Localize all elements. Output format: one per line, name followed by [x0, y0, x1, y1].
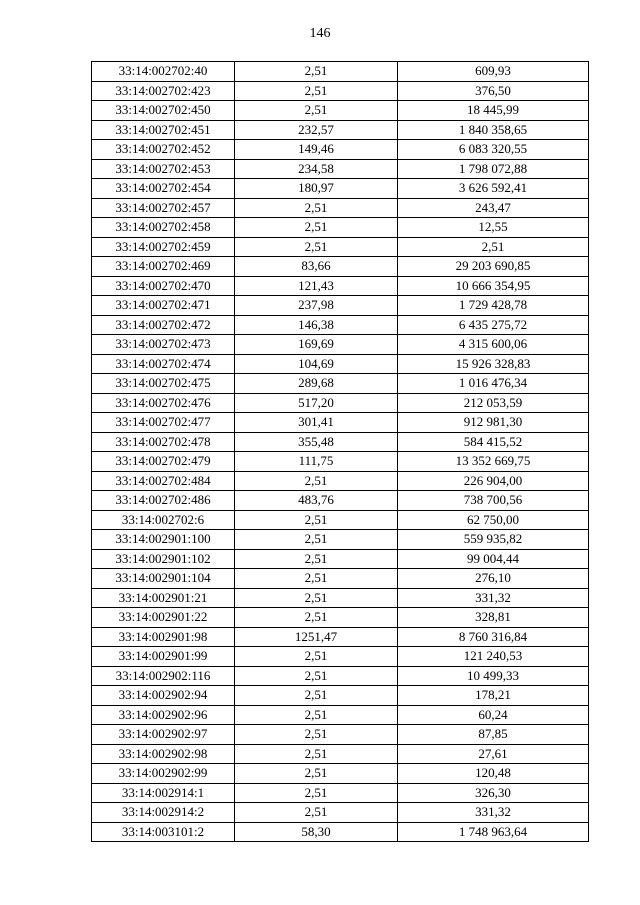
area-cell: 234,58 [235, 159, 398, 179]
cadastral-number-cell: 33:14:002702:470 [92, 276, 235, 296]
cadastral-number-cell: 33:14:002702:478 [92, 432, 235, 452]
value-cell: 29 203 690,85 [398, 257, 589, 277]
table-row [92, 257, 589, 277]
area-cell: 355,48 [235, 432, 398, 452]
value-cell: 87,85 [398, 725, 589, 745]
area-cell: 146,38 [235, 315, 398, 335]
table-row [92, 198, 589, 218]
table-row [92, 764, 589, 784]
area-cell: 104,69 [235, 354, 398, 374]
table-row [92, 803, 589, 823]
area-cell: 2,51 [235, 198, 398, 218]
area-cell: 83,66 [235, 257, 398, 277]
cadastral-number-cell: 33:14:002702:476 [92, 393, 235, 413]
value-cell: 331,32 [398, 588, 589, 608]
cadastral-number-cell: 33:14:002901:102 [92, 549, 235, 569]
table-row [92, 744, 589, 764]
cadastral-number-cell: 33:14:002702:486 [92, 491, 235, 511]
value-cell: 15 926 328,83 [398, 354, 589, 374]
area-cell: 2,51 [235, 471, 398, 491]
table-row [92, 237, 589, 257]
value-cell: 4 315 600,06 [398, 335, 589, 355]
table-row [92, 101, 589, 121]
table-body [92, 62, 589, 842]
table-row [92, 335, 589, 355]
area-cell: 517,20 [235, 393, 398, 413]
value-cell: 1 016 476,34 [398, 374, 589, 394]
value-cell: 376,50 [398, 81, 589, 101]
table-row [92, 569, 589, 589]
value-cell: 276,10 [398, 569, 589, 589]
cadastral-number-cell: 33:14:002702:474 [92, 354, 235, 374]
cadastral-number-cell: 33:14:002901:99 [92, 647, 235, 667]
value-cell: 99 004,44 [398, 549, 589, 569]
cadastral-number-cell: 33:14:002902:98 [92, 744, 235, 764]
area-cell: 232,57 [235, 120, 398, 140]
cadastral-number-cell: 33:14:002702:473 [92, 335, 235, 355]
cadastral-number-cell: 33:14:002902:94 [92, 686, 235, 706]
value-cell: 27,61 [398, 744, 589, 764]
cadastral-number-cell: 33:14:002702:458 [92, 218, 235, 238]
cadastral-number-cell: 33:14:002901:22 [92, 608, 235, 628]
value-cell: 609,93 [398, 62, 589, 82]
table-row [92, 452, 589, 472]
table-row [92, 432, 589, 452]
area-cell: 2,51 [235, 218, 398, 238]
value-cell: 121 240,53 [398, 647, 589, 667]
value-cell: 1 729 428,78 [398, 296, 589, 316]
cadastral-number-cell: 33:14:002914:1 [92, 783, 235, 803]
cadastral-number-cell: 33:14:002702:453 [92, 159, 235, 179]
area-cell: 2,51 [235, 803, 398, 823]
page-number: 146 [309, 26, 331, 41]
cadastral-number-cell: 33:14:002902:96 [92, 705, 235, 725]
table-row [92, 647, 589, 667]
value-cell: 584 415,52 [398, 432, 589, 452]
cadastral-number-cell: 33:14:002702:475 [92, 374, 235, 394]
cadastral-number-cell: 33:14:002702:454 [92, 179, 235, 199]
value-cell: 331,32 [398, 803, 589, 823]
cadastral-number-cell: 33:14:002702:479 [92, 452, 235, 472]
table-row [92, 725, 589, 745]
area-cell: 2,51 [235, 647, 398, 667]
cadastral-number-cell: 33:14:002914:2 [92, 803, 235, 823]
area-cell: 2,51 [235, 101, 398, 121]
value-cell: 226 904,00 [398, 471, 589, 491]
area-cell: 483,76 [235, 491, 398, 511]
area-cell: 2,51 [235, 81, 398, 101]
cadastral-number-cell: 33:14:002702:471 [92, 296, 235, 316]
value-cell: 60,24 [398, 705, 589, 725]
value-cell: 243,47 [398, 198, 589, 218]
table-row [92, 81, 589, 101]
value-cell: 62 750,00 [398, 510, 589, 530]
table-row [92, 393, 589, 413]
area-cell: 2,51 [235, 608, 398, 628]
table-row [92, 296, 589, 316]
area-cell: 2,51 [235, 237, 398, 257]
area-cell: 180,97 [235, 179, 398, 199]
area-cell: 2,51 [235, 569, 398, 589]
table-row [92, 471, 589, 491]
area-cell: 2,51 [235, 686, 398, 706]
area-cell: 2,51 [235, 705, 398, 725]
value-cell: 8 760 316,84 [398, 627, 589, 647]
value-cell: 328,81 [398, 608, 589, 628]
table-row [92, 783, 589, 803]
area-cell: 111,75 [235, 452, 398, 472]
area-cell: 301,41 [235, 413, 398, 433]
value-cell: 212 053,59 [398, 393, 589, 413]
cadastral-number-cell: 33:14:002902:116 [92, 666, 235, 686]
table-row [92, 354, 589, 374]
value-cell: 12,55 [398, 218, 589, 238]
table-row [92, 588, 589, 608]
cadastral-number-cell: 33:14:002901:100 [92, 530, 235, 550]
cadastral-number-cell: 33:14:002702:450 [92, 101, 235, 121]
cadastral-number-cell: 33:14:002902:99 [92, 764, 235, 784]
value-cell: 3 626 592,41 [398, 179, 589, 199]
table-row [92, 608, 589, 628]
table-row [92, 315, 589, 335]
table-row [92, 276, 589, 296]
value-cell: 326,30 [398, 783, 589, 803]
cadastral-number-cell: 33:14:002702:477 [92, 413, 235, 433]
value-cell: 1 748 963,64 [398, 822, 589, 842]
table-row [92, 140, 589, 160]
value-cell: 13 352 669,75 [398, 452, 589, 472]
area-cell: 2,51 [235, 725, 398, 745]
value-cell: 2,51 [398, 237, 589, 257]
value-cell: 18 445,99 [398, 101, 589, 121]
value-cell: 1 798 072,88 [398, 159, 589, 179]
table-row [92, 822, 589, 842]
cadastral-number-cell: 33:14:002702:472 [92, 315, 235, 335]
area-cell: 237,98 [235, 296, 398, 316]
cadastral-number-cell: 33:14:002702:451 [92, 120, 235, 140]
cadastral-number-cell: 33:14:002702:452 [92, 140, 235, 160]
area-cell: 149,46 [235, 140, 398, 160]
cadastral-number-cell: 33:14:002901:98 [92, 627, 235, 647]
table-row [92, 491, 589, 511]
table-row [92, 62, 589, 82]
cadastral-number-cell: 33:14:002702:469 [92, 257, 235, 277]
value-cell: 738 700,56 [398, 491, 589, 511]
table-row [92, 666, 589, 686]
table-row [92, 705, 589, 725]
cadastral-number-cell: 33:14:002702:423 [92, 81, 235, 101]
area-cell: 2,51 [235, 783, 398, 803]
area-cell: 1251,47 [235, 627, 398, 647]
cadastral-number-cell: 33:14:002702:40 [92, 62, 235, 82]
area-cell: 2,51 [235, 62, 398, 82]
area-cell: 2,51 [235, 530, 398, 550]
table-row [92, 413, 589, 433]
value-cell: 1 840 358,65 [398, 120, 589, 140]
data-table [91, 61, 589, 842]
value-cell: 6 083 320,55 [398, 140, 589, 160]
cadastral-number-cell: 33:14:002902:97 [92, 725, 235, 745]
area-cell: 58,30 [235, 822, 398, 842]
table-row [92, 549, 589, 569]
cadastral-number-cell: 33:14:002702:6 [92, 510, 235, 530]
table-row [92, 530, 589, 550]
cadastral-number-cell: 33:14:002702:457 [92, 198, 235, 218]
area-cell: 2,51 [235, 588, 398, 608]
table-row [92, 374, 589, 394]
value-cell: 178,21 [398, 686, 589, 706]
table-row [92, 179, 589, 199]
area-cell: 289,68 [235, 374, 398, 394]
cadastral-number-cell: 33:14:002702:459 [92, 237, 235, 257]
table-row [92, 686, 589, 706]
area-cell: 2,51 [235, 549, 398, 569]
table-row [92, 120, 589, 140]
cadastral-number-cell: 33:14:002901:21 [92, 588, 235, 608]
table-row [92, 159, 589, 179]
area-cell: 2,51 [235, 510, 398, 530]
cadastral-number-cell: 33:14:003101:2 [92, 822, 235, 842]
area-cell: 121,43 [235, 276, 398, 296]
table-row [92, 218, 589, 238]
area-cell: 2,51 [235, 764, 398, 784]
value-cell: 6 435 275,72 [398, 315, 589, 335]
cadastral-number-cell: 33:14:002702:484 [92, 471, 235, 491]
cadastral-number-cell: 33:14:002901:104 [92, 569, 235, 589]
area-cell: 2,51 [235, 744, 398, 764]
value-cell: 912 981,30 [398, 413, 589, 433]
value-cell: 10 499,33 [398, 666, 589, 686]
table-row [92, 510, 589, 530]
area-cell: 2,51 [235, 666, 398, 686]
table-row [92, 627, 589, 647]
value-cell: 10 666 354,95 [398, 276, 589, 296]
value-cell: 120,48 [398, 764, 589, 784]
area-cell: 169,69 [235, 335, 398, 355]
value-cell: 559 935,82 [398, 530, 589, 550]
